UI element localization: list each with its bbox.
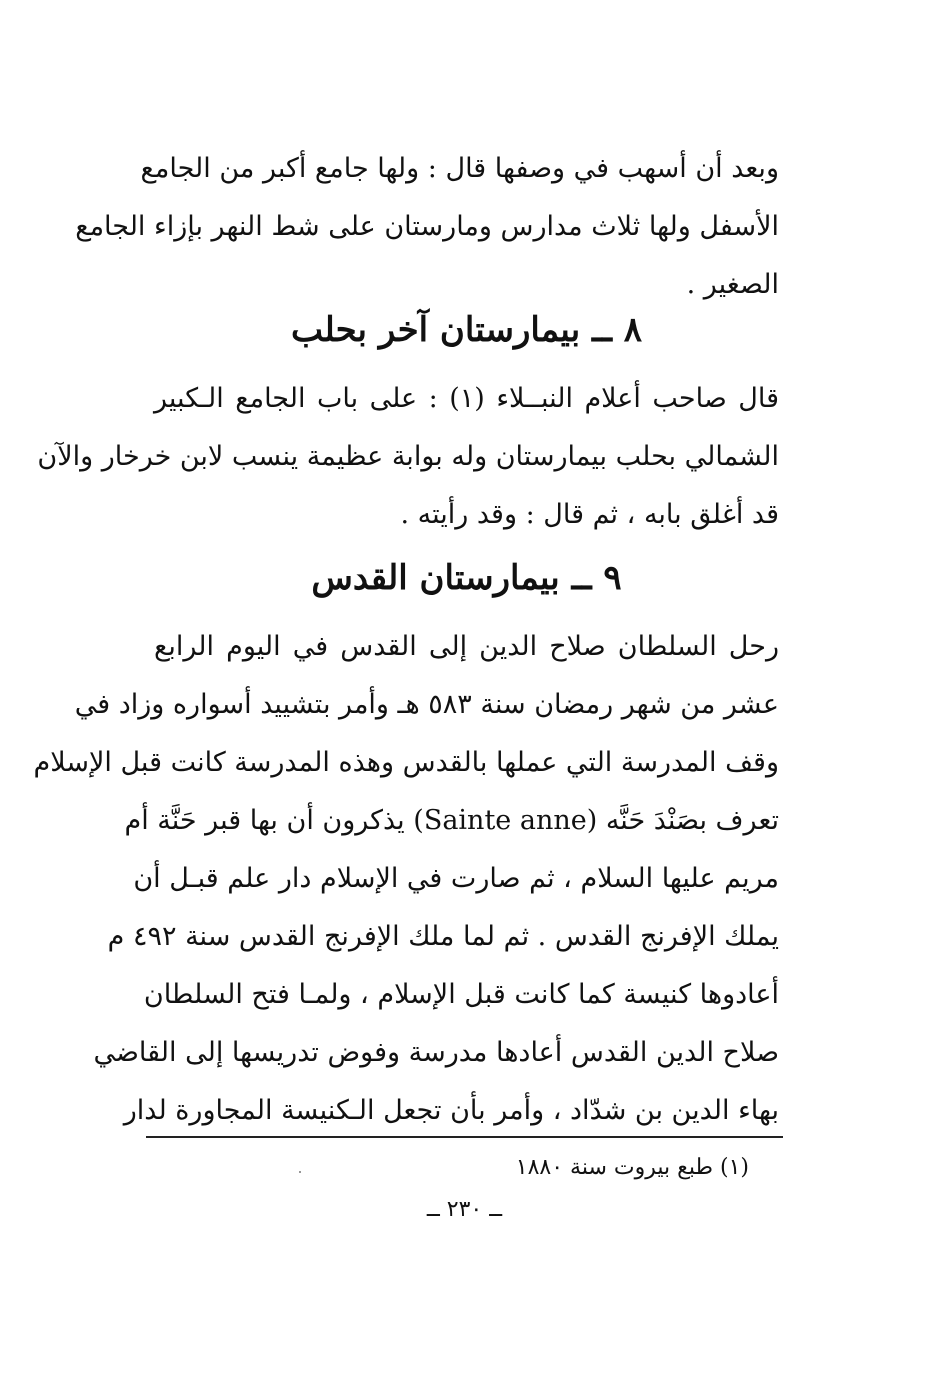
section-8-paragraph (37, 370, 780, 544)
text-line: يملك الإفرنج القدس . ثم لما ملك الإفرنج القدس سنة ٤٩٢ م (107, 921, 779, 952)
text-line: الأسفل ولها ثلاث مدارس ومارستان على شط النهر بإزاء الجامع (75, 211, 779, 242)
text-line: الشمالي بحلب بيمارستان وله بوابة عظيمة ينسب لابن خرخار والآن (37, 441, 779, 472)
text-line: صلاح الدين القدس أعادها مدرسة وفوض تدريسها إلى القاضي (93, 1037, 779, 1068)
text-line: قال صاحب أعلام النبــلاء (١) : على باب الجامع الـكبير (154, 383, 780, 414)
section-heading-8: ٨ ــ بيمارستان آخر بحلب (290, 310, 643, 350)
text-line: عشر من شهر رمضان سنة ٥٨٣ هـ وأمر بتشييد أسواره وزاد في (74, 689, 779, 720)
text-line: تعرف بصَنْدَ حَنَّه (Sainte anne) يذكرون أن بها قبر حَنَّة أم (124, 805, 779, 836)
text-line: بهاء الدين بن شدّاد ، وأمر بأن تجعل الـكنيسة المجاورة لدار (123, 1095, 779, 1126)
section-heading-9: ٩ ــ بيمارستان القدس (311, 558, 622, 598)
text-line: أعادوها كنيسة كما كانت قبل الإسلام ، ولمـا فتح السلطان (143, 979, 779, 1010)
text-line: الصغير . (686, 269, 779, 300)
text-line: رحل السلطان صلاح الدين إلى القدس في اليوم الرابع (154, 631, 779, 662)
text-line: وقف المدرسة التي عملها بالقدس وهذه المدرسة كانت قبل الإسلام (33, 747, 779, 778)
section-9-paragraph (33, 618, 779, 1140)
page-number: ــ ٢٣٠ ــ (426, 1197, 503, 1222)
footnote: (١) طبع بيروت سنة ١٨٨٠ (515, 1155, 749, 1180)
text-line: مريم عليها السلام ، ثم صارت في الإسلام دار علم قبـل أن (133, 863, 779, 894)
text-line: وبعد أن أسهب في وصفها قال : ولها جامع أكبر من الجامع (140, 153, 779, 184)
intro-paragraph (75, 140, 779, 314)
footnote-separator (146, 1136, 783, 1138)
scan-speck (299, 1171, 301, 1173)
text-line: قد أغلق بابه ، ثم قال : وقد رأيته . (400, 499, 779, 530)
